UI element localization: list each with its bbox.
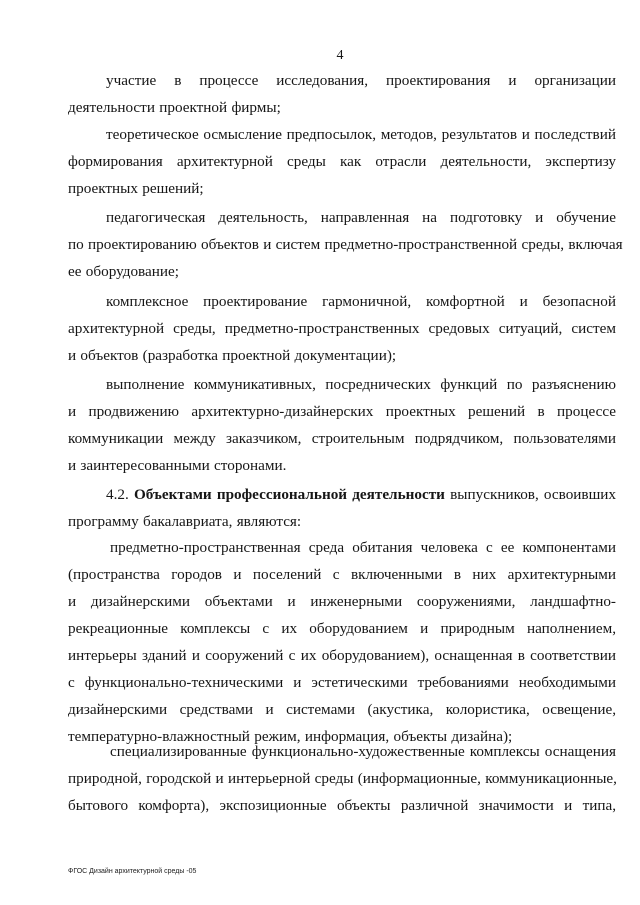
paragraph-line: педагогическая деятельность, направленная на подготовку и обучение [106, 209, 616, 226]
paragraph-line: предметно-пространственная среда обитания человека с ее компонентами [110, 539, 616, 556]
section-4-2 [68, 481, 616, 535]
paragraph-line: природной, городской и интерьерной среды (информационные, коммуникационные, [68, 770, 617, 787]
paragraph-complex-design [68, 288, 616, 369]
paragraph-line: интерьеры зданий и сооружений с их оборудованием), оснащенная в соответствии [68, 647, 616, 664]
section-number: 4.2. [106, 486, 129, 503]
paragraph-participation [68, 67, 616, 121]
paragraph-line: по проектированию объектов и систем предметно-пространственной среды, включая [68, 236, 623, 253]
paragraph-line: специализированные функционально-художественные комплексы оснащения [110, 743, 616, 760]
paragraph-line: и заинтересованными сторонами. [68, 457, 287, 474]
section-lead-rest: выпускников, освоивших [450, 486, 617, 503]
page-footer: ФГОС Дизайн архитектурной среды -05 [68, 868, 197, 875]
paragraph-line: (пространства городов и поселений с включенными в них архитектурными [68, 566, 616, 583]
paragraph-line: теоретическое осмысление предпосылок, методов, результатов и последствий [106, 126, 616, 143]
paragraph-line: дизайнерскими средствами и системами (акустика, колористика, освещение, [68, 701, 616, 718]
paragraph-line: программу бакалавриата, являются: [68, 513, 302, 530]
paragraph-line: коммуникации между заказчиком, строительным подрядчиком, пользователями [68, 430, 616, 447]
paragraph-pedagogical [68, 204, 623, 285]
page-number: 4 [336, 48, 344, 63]
paragraph-line: с функционально-техническими и эстетическими требованиями необходимыми [68, 674, 616, 691]
paragraph-spatial-environment [68, 534, 616, 750]
paragraph-specialized-complexes [68, 738, 616, 819]
paragraph-line: и продвижению архитектурно-дизайнерских проектных решений в процессе [68, 403, 616, 420]
section-bold-lead: Объектами профессиональной деятельности [133, 486, 445, 503]
section-heading-line [68, 481, 616, 508]
paragraph-line: выполнение коммуникативных, посреднических функций по разъяснению [106, 376, 616, 393]
paragraph-line: комплексное проектирование гармоничной, комфортной и безопасной [106, 293, 616, 310]
paragraph-line: и дизайнерскими объектами и инженерными сооружениями, ландшафтно- [68, 593, 616, 610]
paragraph-line: архитектурной среды, предметно-пространственных средовых ситуаций, систем [68, 320, 616, 337]
paragraph-line: ее оборудование; [68, 263, 179, 280]
paragraph-line: проектных решений; [68, 180, 204, 197]
paragraph-line: рекреационные комплексы с их оборудованием и природным наполнением, [68, 620, 616, 637]
paragraph-line: формирования архитектурной среды как отрасли деятельности, экспертизу [68, 153, 616, 170]
paragraph-line: деятельности проектной фирмы; [68, 99, 281, 116]
paragraph-line: бытового комфорта), экспозиционные объекты различной значимости и типа, [68, 797, 616, 814]
paragraph-theoretical [68, 121, 616, 202]
paragraph-line: и объектов (разработка проектной документации); [68, 347, 397, 364]
paragraph-line: температурно-влажностный режим, информация, объекты дизайна); [68, 728, 513, 745]
paragraph-line: участие в процессе исследования, проектирования и организации [106, 72, 616, 89]
paragraph-communicative [68, 371, 616, 479]
